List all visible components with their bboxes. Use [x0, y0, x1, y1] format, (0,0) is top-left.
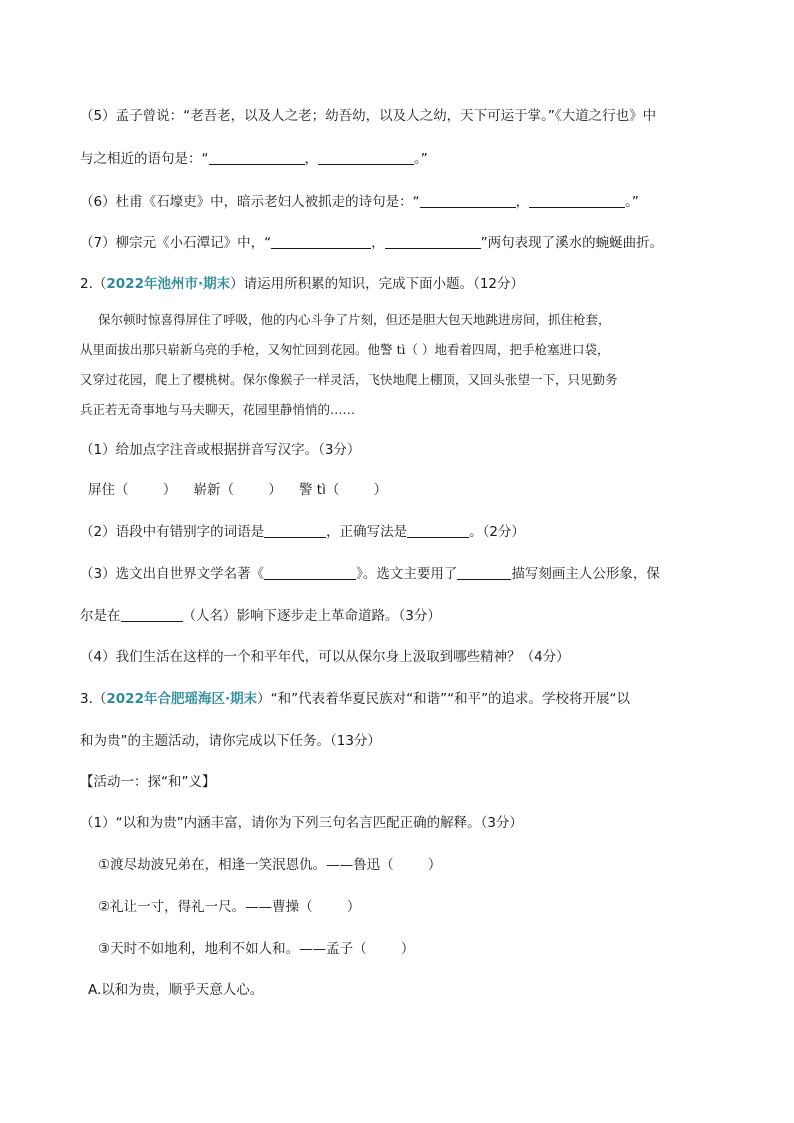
answer-blank[interactable] — [271, 234, 371, 249]
answer-blank[interactable] — [420, 193, 516, 208]
answer-blank[interactable] — [264, 565, 356, 580]
q2-sub1-items: 屏住（ ） 崭新（ ） 警 tì（ ） — [88, 482, 388, 498]
q2-sub3-line1 — [80, 564, 660, 584]
answer-blank[interactable] — [385, 234, 481, 249]
q2-passage-line: 从里面拔出那只崭新乌亮的手枪，又匆忙回到花园。他警 tì（ ）地看着四周，把手枪塞进口袋， — [80, 342, 610, 357]
q3-quote: ②礼让一寸，得礼一尺。——曹操（ ） — [98, 899, 361, 915]
q2-passage-line: 又穿过花园，爬上了樱桃树。保尔像猴子一样灵活，飞快地爬上棚顶，又回头张望一下，只见勤务 — [80, 372, 618, 387]
answer-blank[interactable] — [264, 523, 326, 538]
q2-sub3-text: 描写刻画主人公形象，保 — [511, 566, 660, 582]
q2-sub2-text: ，正确写法是 — [326, 524, 408, 540]
q2-stem: ）请运用所积累的知识，完成下面小题。（12分） — [230, 276, 525, 292]
q1-item6-text: （6）杜甫《石壕吏》中，暗示老妇人被抓走的诗句是：“ — [80, 194, 420, 210]
q2-source: 2022年池州市·期末 — [106, 276, 231, 292]
q1-item7-end: ”两句表现了溪水的蜿蜒曲折。 — [480, 235, 664, 251]
q3-quote: ①渡尽劫波兄弟在，相逢一笑泯恩仇。——鲁迅（ ） — [98, 857, 442, 873]
answer-blank[interactable] — [529, 193, 625, 208]
q2-sub2-text: 。（2分） — [469, 524, 525, 540]
answer-blank[interactable] — [318, 150, 414, 165]
q3-header — [80, 689, 630, 709]
q2-sub3-text: 》。选文主要用了 — [356, 566, 458, 582]
q2-number: 2.（ — [80, 276, 107, 292]
closing-quote: 。” — [625, 194, 639, 210]
q1-item6 — [80, 192, 639, 212]
q1-item5-line1: （5）孟子曾说：“老吾老，以及人之老；幼吾幼，以及人之幼，天下可运于掌。”《大道之行也》中 — [80, 108, 657, 124]
q3-number: 3.（ — [80, 691, 107, 707]
q2-sub2 — [80, 522, 525, 542]
q2-sub3-text: 尔是在 — [80, 608, 121, 624]
q3-stem: ）“和”代表着华夏民族对“和谐”“和平”的追求。学校将开展“以 — [257, 691, 631, 707]
answer-blank[interactable] — [121, 607, 183, 622]
q1-item5-line2 — [80, 149, 428, 169]
q1-item7 — [80, 233, 663, 253]
separator: ， — [515, 194, 530, 210]
q2-sub1: （1）给加点字注音或根据拼音写汉字。（3分） — [80, 442, 361, 458]
answer-blank[interactable] — [457, 565, 511, 580]
q3-sub1: （1）“以和为贵”内涵丰富，请你为下列三句名言匹配正确的解释。（3分） — [80, 815, 523, 831]
q3-quote: ③天时不如地利，地利不如人和。——孟子（ ） — [98, 941, 415, 957]
q1-item5-line2-text: 与之相近的语句是：“ — [80, 151, 209, 167]
q2-sub3-text: （3）选文出自世界文学名著《 — [80, 566, 265, 582]
q2-sub4: （4）我们生活在这样的一个和平年代，可以从保尔身上汲取到哪些精神？（4分） — [80, 649, 570, 665]
q2-sub2-text: （2）语段中有错别字的词语是 — [80, 524, 265, 540]
q2-header — [80, 274, 524, 294]
q3-stem-line2: 和为贵”的主题活动，请你完成以下任务。（13分） — [80, 733, 381, 749]
q2-passage-line: 保尔顿时惊喜得屏住了呼吸，他的内心斗争了片刻，但还是胆大包天地跳进房间，抓住枪套， — [98, 312, 611, 327]
separator: ， — [304, 151, 318, 167]
closing-quote: 。” — [414, 151, 428, 167]
answer-blank[interactable] — [407, 523, 469, 538]
separator: ， — [371, 235, 385, 251]
q3-source: 2022年合肥瑶海区·期末 — [106, 691, 258, 707]
q2-sub3-line2 — [80, 606, 441, 626]
q2-sub3-text: （人名）影响下逐步走上革命道路。（3分） — [182, 608, 441, 624]
q2-passage-line: 兵正若无奇事地与马夫聊天，花园里静悄悄的…… — [80, 402, 356, 417]
q3-activity-title: 【活动一：探“和”义】 — [80, 774, 216, 790]
q3-option-a: A.以和为贵，顺乎天意人心。 — [88, 982, 264, 998]
answer-blank[interactable] — [209, 150, 305, 165]
q1-item7-text: （7）柳宗元《小石潭记》中，“ — [80, 235, 272, 251]
